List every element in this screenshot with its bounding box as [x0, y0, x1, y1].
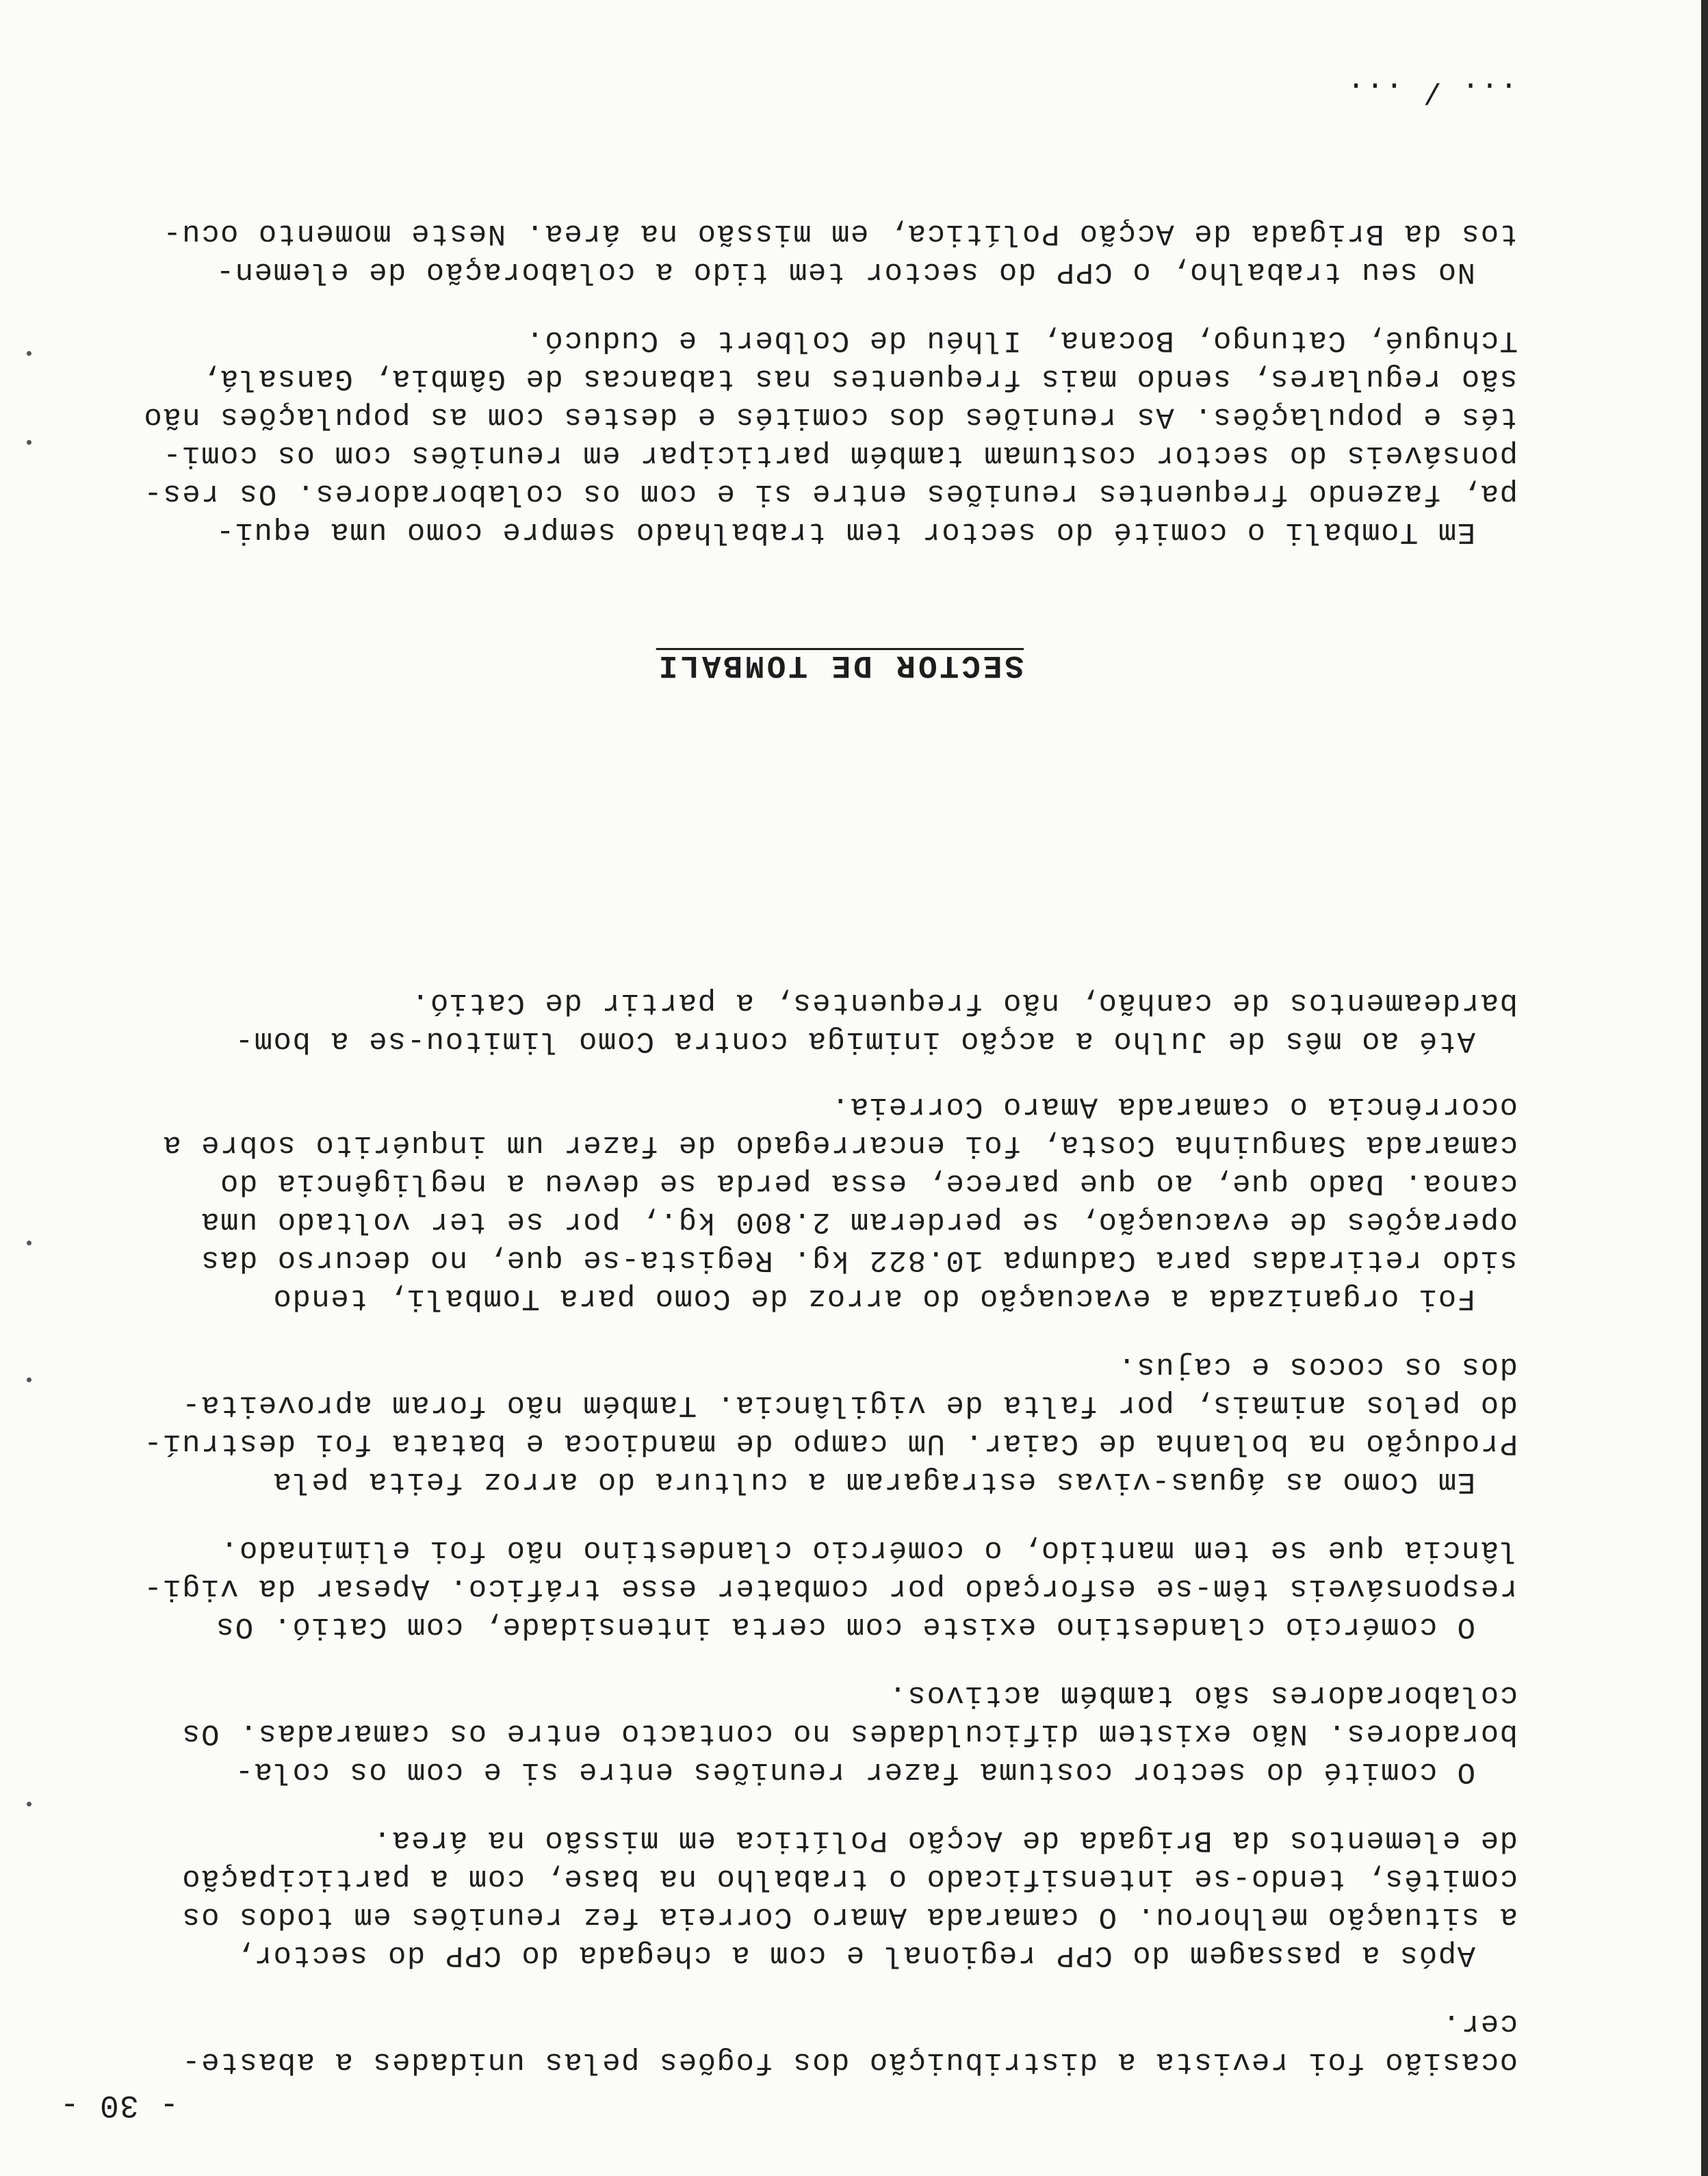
text-line: Produção na bolanha de Caiar. Um campo de mandioca e batata foi destruí- — [142, 1426, 1518, 1460]
text-line: canoa. Dado que, ao que parece, essa perda se deveu a negligência do — [219, 1166, 1518, 1200]
text-line: Até ao mês de Julho a acção inimiga contra Como limitou-se a bom- — [234, 1024, 1475, 1058]
text-line: lância que se tem mantido, o comércio clandestino não foi eliminado. — [219, 1533, 1518, 1567]
text-line: Após a passagem do CPP regional e com a chegada do CPP do sector, — [234, 1938, 1475, 1972]
binder-hole-mark — [27, 351, 31, 356]
text-line: tés e populações. As reuniões dos comités e destes com as populações não — [142, 400, 1518, 434]
binder-hole-mark — [27, 1241, 31, 1245]
text-line: Tchugué, Catungo, Bocana, Ilhéu de Colbert e Cuducó. — [524, 323, 1518, 357]
text-line: No seu trabalho, o CPP do sector tem tido a colaboração de elemen- — [215, 255, 1475, 289]
text-line: Em Como as águas-vivas estragaram a cultura do arroz feita pela — [272, 1464, 1475, 1499]
text-line: do pelos animais, por falta de vigilância. Também não foram aproveita- — [181, 1388, 1518, 1422]
text-line: bardeamentos de canhão, não frequentes, a partir de Catió. — [410, 985, 1518, 1020]
text-line: camarada Sanguinha Costa, foi encarregado de fazer um inquérito sobre a — [161, 1128, 1518, 1162]
text-line: comitês, tendo-se intensificado o trabalho na base, com a participação — [181, 1861, 1518, 1895]
text-line: cer. — [1441, 2006, 1518, 2041]
text-line: responsáveis têm-se esforçado por combater esse tráfico. Apesar da vigi- — [142, 1571, 1518, 1605]
text-line: ponsáveis do sector costumam também participar em reuniões com os comi- — [161, 438, 1518, 472]
text-line: são regulares, sendo mais frequentes nas tabancas de Gâmbia, Gansalá, — [200, 361, 1518, 396]
page-edge — [1701, 0, 1708, 2176]
continuation-mark: ... / ... — [1345, 74, 1518, 108]
text-line: tos da Brigada de Acção Política, em missão na área. Neste momento ocu- — [161, 216, 1518, 250]
text-line: Em Tombali o comité do sector tem trabalhado sempre como uma equi- — [215, 515, 1475, 549]
text-line: a situação melhorou. O camarada Amaro Correia fez reuniões em todos os — [181, 1900, 1518, 1934]
text-line: O comércio clandestino existe com certa intensidade, com Catió. Os — [215, 1609, 1475, 1644]
text-line: Foi organizada a evacuação do arroz de Como para Tombali, tendo — [272, 1281, 1475, 1315]
text-line: operações de evacuação, se perderam 2.800 kg., por se ter voltado uma — [200, 1204, 1518, 1239]
section-heading: SECTOR DE TOMBALI — [656, 647, 1024, 683]
page-number: - 30 - — [59, 2087, 179, 2123]
binder-hole-mark — [27, 1377, 31, 1382]
text-line: pa, fazendo frequentes reuniões entre si e com os colaboradores. Os res- — [142, 476, 1518, 510]
text-line: sido retiradas para Cadumpa 10.822 kg. Regista-se que, no decurso das — [200, 1243, 1518, 1277]
text-line: boradores. Não existem dificuldades no contacto entre os camaradas. Os — [181, 1716, 1518, 1750]
binder-hole-mark — [27, 440, 31, 445]
binder-hole-mark — [27, 1802, 31, 1806]
text-line: O comité do sector costuma fazer reuniões entre si e com os cola- — [234, 1754, 1475, 1789]
text-line: de elementos da Brigada de Acção Política em missão na área. — [372, 1823, 1518, 1857]
text-line: dos os cocos e cajus. — [1117, 1349, 1518, 1384]
text-line: ocasião foi revista a distribuição dos fogões pelas unidades a abaste- — [181, 2045, 1518, 2079]
text-line: colaboradores são também activos. — [888, 1678, 1518, 1712]
text-line: ocorrência o camarada Amaro Correia. — [830, 1089, 1518, 1124]
